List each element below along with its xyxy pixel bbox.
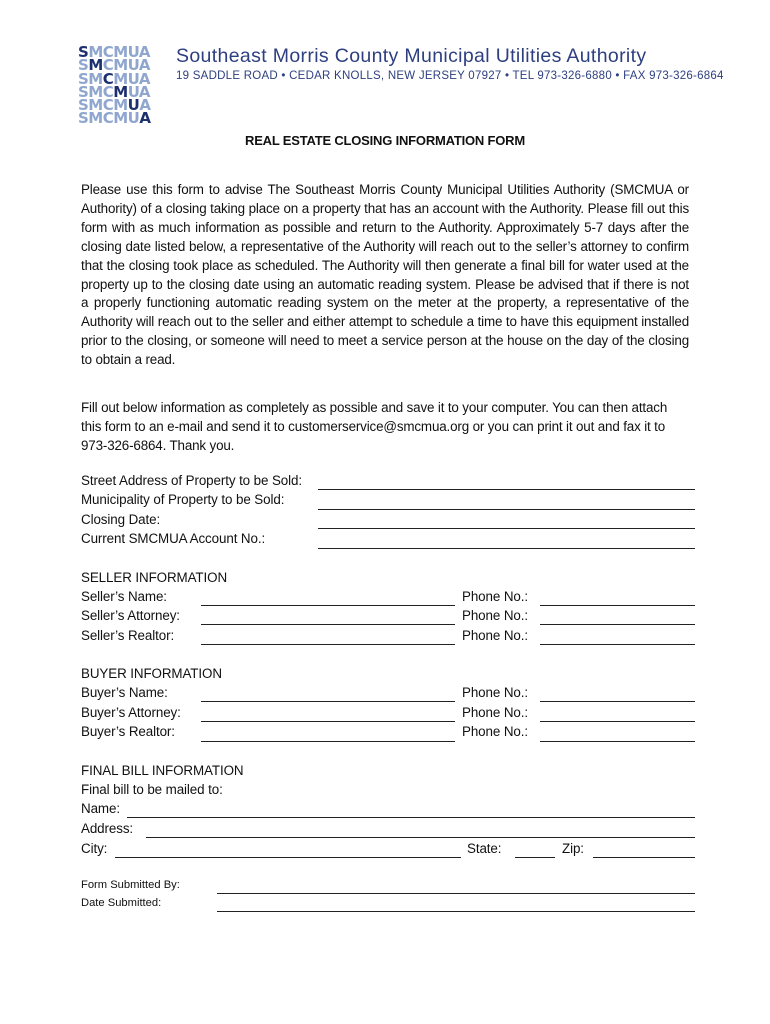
logo-row-2: SMCMUA: [78, 56, 151, 75]
final-bill-city-field[interactable]: [115, 857, 461, 858]
account-number-field[interactable]: [318, 548, 695, 549]
submitted-by-label: Form Submitted By:: [81, 879, 180, 891]
seller-heading: SELLER INFORMATION: [81, 570, 228, 585]
buyer-realtor-phone-label: Phone No.:: [462, 724, 528, 739]
logo-row-5: SMCMUA: [78, 96, 151, 115]
buyer-attorney-phone-label: Phone No.:: [462, 705, 528, 720]
seller-realtor-phone-label: Phone No.:: [462, 628, 528, 643]
final-bill-name-field[interactable]: [127, 817, 695, 818]
buyer-phone-label: Phone No.:: [462, 685, 528, 700]
buyer-attorney-field[interactable]: [201, 721, 455, 722]
buyer-name-label: Buyer’s Name:: [81, 685, 168, 700]
seller-realtor-phone-field[interactable]: [540, 644, 695, 645]
municipality-field[interactable]: [318, 509, 695, 510]
final-bill-heading: FINAL BILL INFORMATION: [81, 763, 244, 778]
seller-attorney-label: Seller’s Attorney:: [81, 608, 180, 623]
buyer-attorney-phone-field[interactable]: [540, 721, 695, 722]
seller-name-field[interactable]: [201, 605, 455, 606]
final-bill-address-label: Address:: [81, 821, 134, 836]
organization-name: Southeast Morris County Municipal Utilities Authority: [176, 45, 647, 67]
closing-date-label: Closing Date:: [81, 512, 161, 527]
intro-paragraph: Please use this form to advise The Southeast Morris County Municipal Utilities Authority (SMCMUA or Authority) of a closing taking place on a property that has an account with the Authority. Please fill out this form with as much information as possible and return to the Authority. Approximately 5-7 days after the closing date listed below, a representative of the Authority will reach out to the seller’s attorney to confirm that the closing took place as scheduled. The Authority will then generate a final bill for water used at the property up to the closing date using an automatic reading system. Please be advised that if there is not a properly functioning automatic reading system on the meter at the property, a representative of the Authority will reach out to the seller and either attempt to schedule a time to have this equipment installed prior to the closing, or someone will need to meet a service person at the house on the day of the closing to obtain a read.: [81, 182, 689, 368]
date-submitted-label: Date Submitted:: [81, 897, 162, 909]
seller-realtor-label: Seller’s Realtor:: [81, 628, 175, 643]
organization-address: 19 SADDLE ROAD • CEDAR KNOLLS, NEW JERSEY 07927 • TEL 973-326-6880 • FAX 973-326-6864: [176, 70, 724, 82]
seller-name-label: Seller’s Name:: [81, 589, 167, 604]
seller-realtor-field[interactable]: [201, 644, 455, 645]
account-number-label: Current SMCMUA Account No.:: [81, 531, 266, 546]
logo-row-4: SMCMUA: [78, 82, 151, 101]
buyer-phone-field[interactable]: [540, 701, 695, 702]
seller-phone-field[interactable]: [540, 605, 695, 606]
municipality-label: Municipality of Property to be Sold:: [81, 492, 285, 507]
buyer-realtor-label: Buyer’s Realtor:: [81, 724, 175, 739]
buyer-heading: BUYER INFORMATION: [81, 666, 222, 681]
final-bill-state-field[interactable]: [515, 857, 555, 858]
final-bill-zip-field[interactable]: [593, 857, 695, 858]
final-bill-name-label: Name:: [81, 801, 120, 816]
seller-attorney-field[interactable]: [201, 624, 455, 625]
street-address-label: Street Address of Property to be Sold:: [81, 473, 302, 488]
final-bill-city-label: City:: [81, 841, 108, 856]
final-bill-zip-label: Zip:: [562, 841, 584, 856]
logo-row-1: SMCMUA: [78, 43, 151, 61]
buyer-realtor-phone-field[interactable]: [540, 741, 695, 742]
form-title: REAL ESTATE CLOSING INFORMATION FORM: [245, 133, 525, 148]
buyer-attorney-label: Buyer’s Attorney:: [81, 705, 181, 720]
logo-row-3: SMCMUA: [78, 69, 151, 88]
closing-date-field[interactable]: [318, 528, 695, 529]
final-bill-state-label: State:: [467, 841, 502, 856]
smcmua-logo: [78, 43, 168, 128]
seller-attorney-phone-field[interactable]: [540, 624, 695, 625]
instructions-paragraph: Fill out below information as completely as possible and save it to your computer. You can then attach this form to an e-mail and send it to customerservice@smcmua.org or you can print it out and fax it to 973-326-6864. Thank you.: [81, 400, 668, 453]
final-bill-mailed-label: Final bill to be mailed to:: [81, 782, 223, 797]
buyer-realtor-field[interactable]: [201, 741, 455, 742]
street-address-field[interactable]: [318, 489, 695, 490]
logo-row-6: SMCMUA: [78, 109, 151, 128]
seller-phone-label: Phone No.:: [462, 589, 528, 604]
date-submitted-field[interactable]: [217, 911, 695, 912]
seller-attorney-phone-label: Phone No.:: [462, 608, 528, 623]
buyer-name-field[interactable]: [201, 701, 455, 702]
submitted-by-field[interactable]: [217, 893, 695, 894]
final-bill-address-field[interactable]: [146, 837, 695, 838]
